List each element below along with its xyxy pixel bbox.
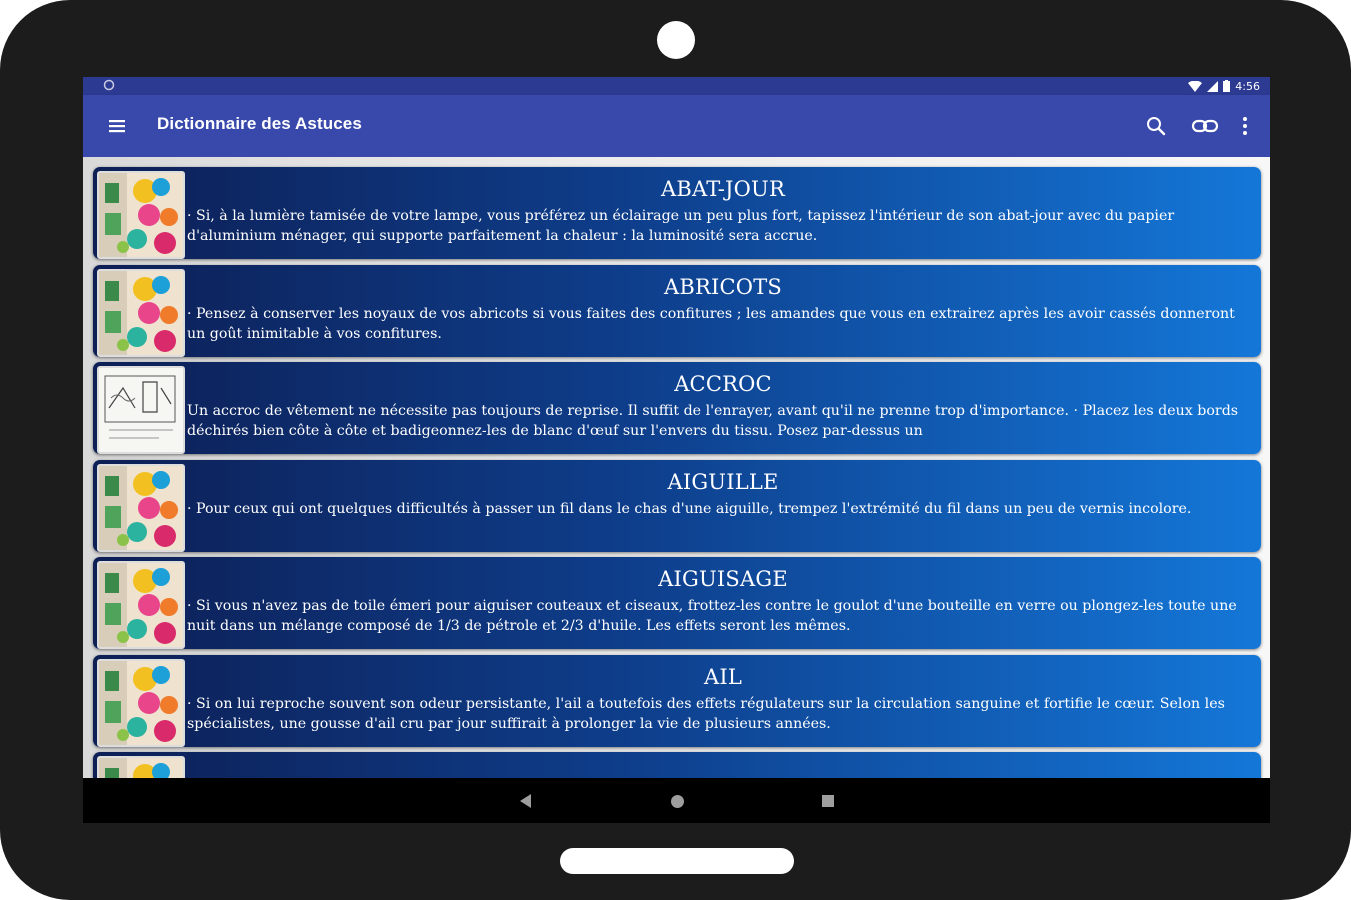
entry-text: · Si, à la lumière tamisée de votre lampe, vous préférez un éclairage un peu plus fort, tapissez l'intérieur de son abat-jour avec du papier d'aluminium ménager, qui supporte parfaitement la chaleur : la luminosité sera accrue.: [187, 208, 1175, 244]
entry-title: AIGUISAGE: [658, 567, 788, 591]
entry-text: · Si vous n'avez pas de toile émeri pour aiguiser couteaux et ciseaux, frottez-les contre le goulot d'une bouteille en verre ou plongez-les toute une nuit dans un mélange composé de 1/3 de pétrole et 2/3 d'huile. Les effets seront les mêmes.: [187, 598, 1237, 634]
entry-thumbnail: [97, 561, 185, 649]
entry-title: ABAT-JOUR: [661, 177, 785, 201]
recents-icon[interactable]: [822, 795, 834, 807]
entry-thumbnail: [97, 756, 185, 778]
entry-title: ACCROC: [674, 372, 772, 396]
status-bar: [83, 77, 1270, 95]
status-time: 4:56: [1235, 79, 1260, 93]
entry-thumbnail: [97, 171, 185, 259]
app-bar: [83, 95, 1270, 157]
entry-title: AIGUILLE: [667, 469, 779, 494]
entry-thumbnail: [97, 659, 185, 747]
signal-icon: [1207, 81, 1218, 92]
back-icon[interactable]: [520, 794, 532, 808]
tablet-home-pill: [560, 848, 794, 874]
more-vert-icon[interactable]: [1238, 114, 1252, 138]
entry-list[interactable]: [83, 157, 1270, 778]
list-item[interactable]: [93, 557, 1261, 649]
navigation-bar: [83, 778, 1270, 823]
entry-text: Un accroc de vêtement ne nécessite pas toujours de reprise. Il suffit de l'enrayer, avant qu'il ne prenne trop d'importance. · Placez les deux bords déchirés bien côte à côte et badigeonnez-les de blanc d'œuf sur l'envers du tissu. Posez par-dessus un: [187, 403, 1239, 439]
screen: [83, 77, 1270, 823]
list-item[interactable]: [93, 167, 1261, 259]
camera: [657, 21, 695, 59]
entry-title: ABRICOTS: [664, 274, 782, 299]
status-right: [1188, 77, 1260, 95]
list-item[interactable]: [93, 362, 1261, 454]
entry-text: · Pensez à conserver les noyaux de vos abricots si vous faites des confitures ; les amandes que vous en extrairez après les avoir cassés donneront un goût inimitable à vos confitures.: [187, 305, 1235, 342]
list-item[interactable]: [93, 752, 1261, 778]
battery-icon: [1223, 80, 1230, 92]
list-item[interactable]: [93, 460, 1261, 552]
list-item[interactable]: [93, 265, 1261, 357]
entry-thumbnail: [97, 366, 185, 454]
entry-title: AIL: [703, 664, 742, 689]
entry-text: · Pour ceux qui ont quelques difficultés à passer un fil dans le chas d'une aiguille, trempez l'extrémité du fil dans un peu de vernis incolore.: [187, 500, 1192, 517]
app-title: Dictionnaire des Astuces: [157, 114, 362, 133]
link-icon[interactable]: [1191, 116, 1219, 136]
list-item[interactable]: [93, 655, 1261, 747]
search-icon[interactable]: [1144, 114, 1168, 138]
menu-icon[interactable]: [107, 116, 127, 136]
notification-icon: [103, 79, 115, 91]
entry-text: · Si on lui reproche souvent son odeur persistante, l'ail a toutefois des effets régulateurs sur la circulation sanguine et fortifie le cœur. Selon les spécialistes, une gousse d'ail cru par jour suffirait à prolonger la vie de plusieurs années.: [187, 695, 1225, 732]
home-icon[interactable]: [671, 795, 684, 808]
entry-thumbnail: [97, 464, 185, 552]
entry-thumbnail: [97, 269, 185, 357]
wifi-icon: [1188, 81, 1202, 92]
